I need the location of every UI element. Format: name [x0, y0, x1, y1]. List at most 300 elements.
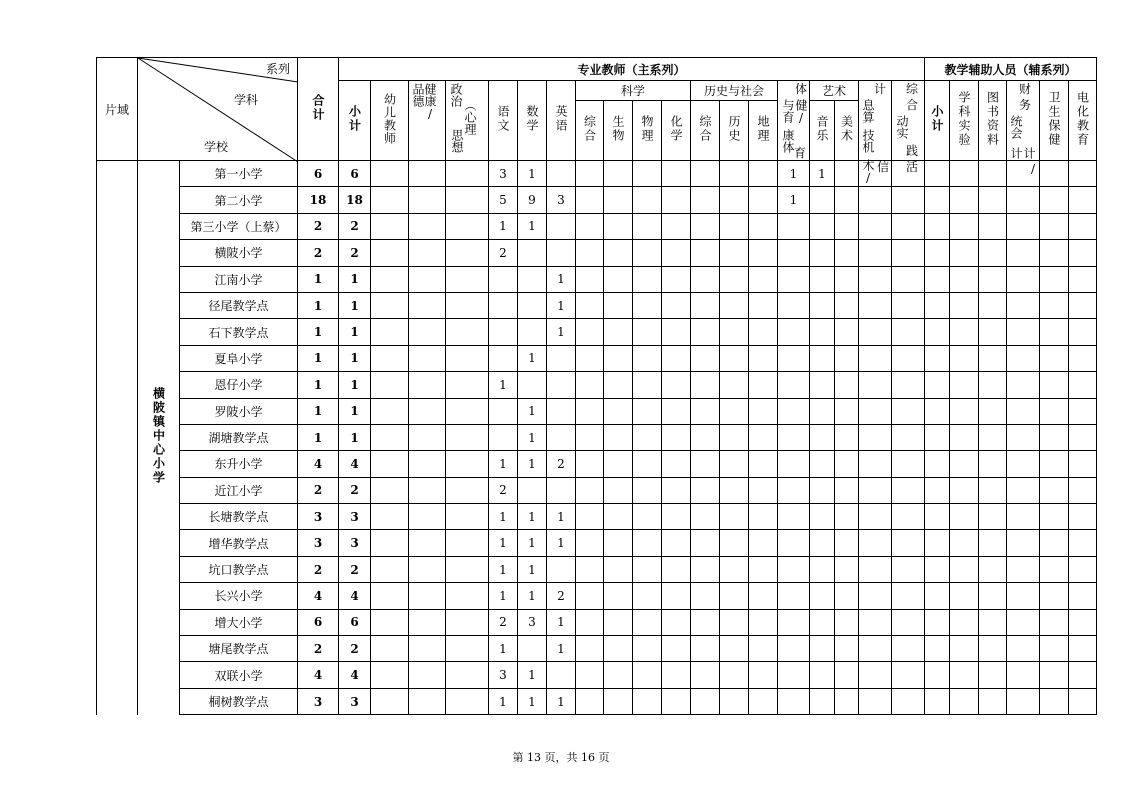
politics-cell: [446, 451, 489, 477]
geography-cell: [749, 424, 778, 450]
fine-arts-cell: [835, 583, 859, 609]
pe-health-cell: [778, 451, 810, 477]
grand-total-cell: 2: [298, 213, 339, 239]
practice-cell: [892, 424, 925, 450]
health-care-cell: [1040, 213, 1069, 239]
preschool-cell: [371, 345, 409, 371]
health-care-cell: [1040, 477, 1069, 503]
biology-cell: [604, 266, 633, 292]
physics-cell: [633, 240, 662, 266]
music-cell: [810, 266, 835, 292]
math-cell: 1: [518, 688, 547, 714]
grand-total-cell: 4: [298, 583, 339, 609]
lab-cell: [950, 398, 979, 424]
science-general-cell: [576, 662, 604, 688]
history-general-cell: [691, 636, 720, 662]
grand-total-cell: 4: [298, 662, 339, 688]
preschool-cell: [371, 398, 409, 424]
grand-total-cell: 1: [298, 372, 339, 398]
it-header: 计 息算 技机 术/ 信: [859, 81, 892, 161]
it-cell: [859, 372, 892, 398]
history-cell: [720, 213, 749, 239]
pe-health-cell: [778, 609, 810, 635]
history-general-header: 综合: [691, 101, 720, 161]
lab-cell: [950, 477, 979, 503]
geography-cell: [749, 636, 778, 662]
math-cell: 1: [518, 345, 547, 371]
library-cell: [979, 477, 1007, 503]
english-header: 英语: [547, 81, 576, 161]
table-row: [97, 556, 1097, 582]
science-general-cell: [576, 398, 604, 424]
preschool-cell: [371, 187, 409, 213]
history-cell: [720, 161, 749, 187]
finance-cell: [1007, 609, 1040, 635]
history-cell: [720, 451, 749, 477]
geography-cell: [749, 530, 778, 556]
practice-cell: [892, 213, 925, 239]
biology-cell: [604, 636, 633, 662]
av-education-cell: [1069, 213, 1097, 239]
moral-health-cell: [409, 240, 446, 266]
music-cell: [810, 213, 835, 239]
preschool-cell: [371, 266, 409, 292]
av-education-cell: [1069, 398, 1097, 424]
math-cell: [518, 636, 547, 662]
main-subtotal-cell: 2: [339, 556, 371, 582]
lab-cell: [950, 266, 979, 292]
biology-cell: [604, 609, 633, 635]
grand-total-cell: 1: [298, 345, 339, 371]
finance-cell: [1007, 583, 1040, 609]
physics-cell: [633, 662, 662, 688]
main-subtotal-cell: 3: [339, 688, 371, 714]
practice-cell: [892, 319, 925, 345]
av-education-cell: [1069, 345, 1097, 371]
physics-cell: [633, 556, 662, 582]
health-care-cell: [1040, 266, 1069, 292]
music-cell: [810, 609, 835, 635]
history-cell: [720, 636, 749, 662]
chemistry-cell: [662, 451, 691, 477]
lab-cell: [950, 240, 979, 266]
practice-cell: [892, 187, 925, 213]
math-cell: [518, 292, 547, 318]
fine-arts-cell: [835, 161, 859, 187]
av-education-cell: [1069, 583, 1097, 609]
av-education-cell: [1069, 477, 1097, 503]
av-education-cell: [1069, 662, 1097, 688]
history-cell: [720, 187, 749, 213]
preschool-cell: [371, 504, 409, 530]
english-cell: [547, 372, 576, 398]
table-row: [97, 530, 1097, 556]
history-cell: [720, 556, 749, 582]
english-cell: [547, 345, 576, 371]
chinese-cell: [489, 398, 518, 424]
science-group-header: 科学: [576, 81, 691, 101]
science-general-cell: [576, 530, 604, 556]
music-cell: [810, 530, 835, 556]
fine-arts-cell: [835, 504, 859, 530]
politics-cell: [446, 292, 489, 318]
geography-cell: [749, 319, 778, 345]
grand-total-cell: 1: [298, 319, 339, 345]
science-general-cell: [576, 636, 604, 662]
music-cell: [810, 504, 835, 530]
chinese-cell: [489, 292, 518, 318]
pe-health-cell: [778, 372, 810, 398]
table-row: [97, 345, 1097, 371]
politics-cell: [446, 398, 489, 424]
physics-cell: [633, 372, 662, 398]
av-education-cell: [1069, 319, 1097, 345]
grand-total-cell: 6: [298, 609, 339, 635]
finance-header: 财 务 统会 计计 /: [1007, 81, 1040, 161]
chinese-cell: 3: [489, 662, 518, 688]
finance-cell: [1007, 556, 1040, 582]
history-general-cell: [691, 266, 720, 292]
physics-cell: [633, 636, 662, 662]
table-row: [97, 266, 1097, 292]
it-cell: [859, 319, 892, 345]
practice-cell: [892, 636, 925, 662]
school-name-cell: 长塘教学点: [180, 504, 298, 530]
moral-health-cell: [409, 662, 446, 688]
music-header: 音乐: [810, 101, 835, 161]
av-education-cell: [1069, 161, 1097, 187]
history-general-cell: [691, 451, 720, 477]
politics-cell: [446, 187, 489, 213]
politics-cell: [446, 266, 489, 292]
geography-cell: [749, 240, 778, 266]
chinese-cell: 1: [489, 213, 518, 239]
chemistry-cell: [662, 319, 691, 345]
biology-cell: [604, 187, 633, 213]
pe-health-cell: [778, 398, 810, 424]
school-name-cell: 石下教学点: [180, 319, 298, 345]
moral-health-cell: [409, 319, 446, 345]
chinese-cell: [489, 319, 518, 345]
library-cell: [979, 372, 1007, 398]
aux-subtotal-cell: [925, 187, 950, 213]
aux-subtotal-cell: [925, 213, 950, 239]
science-general-cell: [576, 424, 604, 450]
aux-subtotal-cell: [925, 662, 950, 688]
history-general-cell: [691, 477, 720, 503]
moral-health-cell: [409, 451, 446, 477]
chinese-header: 语文: [489, 81, 518, 161]
english-cell: [547, 398, 576, 424]
lab-cell: [950, 161, 979, 187]
table-row: [97, 424, 1097, 450]
table-row: [97, 187, 1097, 213]
health-care-cell: [1040, 636, 1069, 662]
science-general-cell: [576, 345, 604, 371]
health-care-cell: [1040, 451, 1069, 477]
science-general-cell: [576, 240, 604, 266]
politics-cell: [446, 161, 489, 187]
physics-cell: [633, 398, 662, 424]
geography-cell: [749, 609, 778, 635]
history-cell: [720, 688, 749, 714]
science-general-cell: [576, 451, 604, 477]
politics-cell: [446, 556, 489, 582]
chemistry-cell: [662, 688, 691, 714]
math-cell: [518, 266, 547, 292]
history-cell: [720, 240, 749, 266]
preschool-cell: [371, 319, 409, 345]
aux-subtotal-header: 小计: [925, 81, 950, 161]
geography-cell: [749, 662, 778, 688]
it-cell: [859, 292, 892, 318]
chemistry-cell: [662, 662, 691, 688]
science-general-cell: [576, 477, 604, 503]
aux-subtotal-cell: [925, 556, 950, 582]
library-cell: [979, 636, 1007, 662]
table-row: [97, 688, 1097, 714]
practice-cell: [892, 583, 925, 609]
chemistry-cell: [662, 609, 691, 635]
table-row: [97, 451, 1097, 477]
music-cell: [810, 372, 835, 398]
history-general-cell: [691, 345, 720, 371]
chinese-cell: 1: [489, 556, 518, 582]
fine-arts-cell: [835, 372, 859, 398]
history-cell: [720, 345, 749, 371]
health-care-cell: [1040, 398, 1069, 424]
fine-arts-cell: [835, 187, 859, 213]
physics-cell: [633, 345, 662, 371]
finance-cell: [1007, 477, 1040, 503]
chemistry-cell: [662, 424, 691, 450]
grand-total-cell: 1: [298, 398, 339, 424]
library-cell: [979, 556, 1007, 582]
music-cell: [810, 424, 835, 450]
english-cell: 2: [547, 451, 576, 477]
preschool-header: 幼儿教师: [371, 81, 409, 161]
library-cell: [979, 213, 1007, 239]
finance-cell: [1007, 187, 1040, 213]
biology-cell: [604, 319, 633, 345]
library-cell: [979, 161, 1007, 187]
geography-cell: [749, 477, 778, 503]
grand-total-cell: 3: [298, 688, 339, 714]
school-name-cell: 恩仔小学: [180, 372, 298, 398]
table-row: [97, 477, 1097, 503]
school-name-cell: 桐树教学点: [180, 688, 298, 714]
finance-cell: [1007, 636, 1040, 662]
library-cell: [979, 662, 1007, 688]
math-cell: 1: [518, 556, 547, 582]
music-cell: [810, 240, 835, 266]
lab-cell: [950, 345, 979, 371]
music-cell: [810, 319, 835, 345]
fine-arts-cell: [835, 398, 859, 424]
chinese-cell: 1: [489, 504, 518, 530]
english-cell: 1: [547, 688, 576, 714]
geography-cell: [749, 583, 778, 609]
school-name-cell: 湖塘教学点: [180, 424, 298, 450]
physics-cell: [633, 530, 662, 556]
main-series-header: 专业教师（主系列）: [339, 58, 925, 81]
english-cell: 1: [547, 636, 576, 662]
aux-subtotal-cell: [925, 504, 950, 530]
av-education-cell: [1069, 266, 1097, 292]
history-cell: [720, 266, 749, 292]
library-cell: [979, 609, 1007, 635]
chemistry-cell: [662, 504, 691, 530]
music-cell: 1: [810, 161, 835, 187]
library-cell: [979, 688, 1007, 714]
aux-subtotal-cell: [925, 583, 950, 609]
biology-cell: [604, 556, 633, 582]
math-cell: 1: [518, 530, 547, 556]
school-name-cell: 横陂小学: [180, 240, 298, 266]
main-subtotal-cell: 1: [339, 319, 371, 345]
english-cell: [547, 213, 576, 239]
main-subtotal-cell: 1: [339, 372, 371, 398]
english-cell: [547, 161, 576, 187]
physics-cell: [633, 688, 662, 714]
politics-cell: [446, 345, 489, 371]
av-education-cell: [1069, 636, 1097, 662]
chinese-cell: [489, 266, 518, 292]
chinese-cell: [489, 424, 518, 450]
history-general-cell: [691, 398, 720, 424]
pe-health-cell: [778, 477, 810, 503]
it-cell: [859, 530, 892, 556]
it-cell: [859, 583, 892, 609]
fine-arts-cell: [835, 688, 859, 714]
main-subtotal-cell: 1: [339, 292, 371, 318]
music-cell: [810, 187, 835, 213]
math-cell: [518, 240, 547, 266]
politics-cell: [446, 240, 489, 266]
preschool-cell: [371, 372, 409, 398]
aux-subtotal-cell: [925, 636, 950, 662]
fine-arts-cell: [835, 636, 859, 662]
table-row: [97, 372, 1097, 398]
geography-cell: [749, 161, 778, 187]
english-cell: 1: [547, 292, 576, 318]
history-general-cell: [691, 372, 720, 398]
it-cell: [859, 345, 892, 371]
preschool-cell: [371, 662, 409, 688]
math-cell: 1: [518, 662, 547, 688]
history-general-cell: [691, 662, 720, 688]
preschool-cell: [371, 636, 409, 662]
history-general-cell: [691, 609, 720, 635]
aux-subtotal-cell: [925, 424, 950, 450]
moral-health-cell: [409, 266, 446, 292]
math-cell: 1: [518, 213, 547, 239]
geography-cell: [749, 398, 778, 424]
av-education-cell: [1069, 530, 1097, 556]
politics-cell: [446, 424, 489, 450]
band-name-cell: [138, 161, 180, 715]
moral-health-header: 品德 健康/: [409, 81, 446, 161]
geography-cell: [749, 213, 778, 239]
physics-cell: [633, 187, 662, 213]
library-cell: [979, 266, 1007, 292]
av-education-cell: [1069, 609, 1097, 635]
moral-health-cell: [409, 556, 446, 582]
biology-cell: [604, 688, 633, 714]
moral-health-cell: [409, 530, 446, 556]
science-general-header: 综合: [576, 101, 604, 161]
english-cell: 1: [547, 609, 576, 635]
science-general-cell: [576, 266, 604, 292]
chemistry-cell: [662, 240, 691, 266]
finance-cell: [1007, 504, 1040, 530]
math-cell: [518, 477, 547, 503]
english-cell: 1: [547, 319, 576, 345]
aux-subtotal-cell: [925, 451, 950, 477]
chemistry-cell: [662, 636, 691, 662]
math-cell: 3: [518, 609, 547, 635]
biology-cell: [604, 398, 633, 424]
music-cell: [810, 662, 835, 688]
moral-health-cell: [409, 345, 446, 371]
health-care-cell: [1040, 662, 1069, 688]
chinese-cell: 1: [489, 636, 518, 662]
preschool-cell: [371, 609, 409, 635]
english-cell: [547, 424, 576, 450]
main-subtotal-cell: 18: [339, 187, 371, 213]
geography-cell: [749, 688, 778, 714]
library-cell: [979, 504, 1007, 530]
practice-cell: [892, 266, 925, 292]
grand-total-cell: 1: [298, 266, 339, 292]
science-general-cell: [576, 504, 604, 530]
music-cell: [810, 345, 835, 371]
main-subtotal-cell: 3: [339, 530, 371, 556]
history-general-cell: [691, 319, 720, 345]
health-care-cell: [1040, 609, 1069, 635]
chinese-cell: 3: [489, 161, 518, 187]
page-footer: 第 13 页，共 16 页: [512, 751, 610, 764]
music-cell: [810, 556, 835, 582]
chemistry-cell: [662, 292, 691, 318]
av-education-cell: [1069, 372, 1097, 398]
practice-cell: [892, 662, 925, 688]
table-row: [97, 636, 1097, 662]
grand-total-cell: 6: [298, 161, 339, 187]
grand-total-cell: 1: [298, 292, 339, 318]
lab-header: 学科实验: [950, 81, 979, 161]
moral-health-cell: [409, 398, 446, 424]
science-general-cell: [576, 187, 604, 213]
fine-arts-cell: [835, 662, 859, 688]
history-cell: [720, 372, 749, 398]
history-general-cell: [691, 530, 720, 556]
chinese-cell: 5: [489, 187, 518, 213]
aux-subtotal-cell: [925, 398, 950, 424]
library-cell: [979, 292, 1007, 318]
practice-cell: [892, 556, 925, 582]
biology-cell: [604, 424, 633, 450]
grand-total-header: 合计: [298, 58, 339, 161]
fine-arts-cell: [835, 424, 859, 450]
pe-health-cell: [778, 319, 810, 345]
moral-health-cell: [409, 477, 446, 503]
fine-arts-cell: [835, 477, 859, 503]
it-cell: [859, 609, 892, 635]
preschool-cell: [371, 424, 409, 450]
table-row: [97, 213, 1097, 239]
aux-subtotal-cell: [925, 319, 950, 345]
